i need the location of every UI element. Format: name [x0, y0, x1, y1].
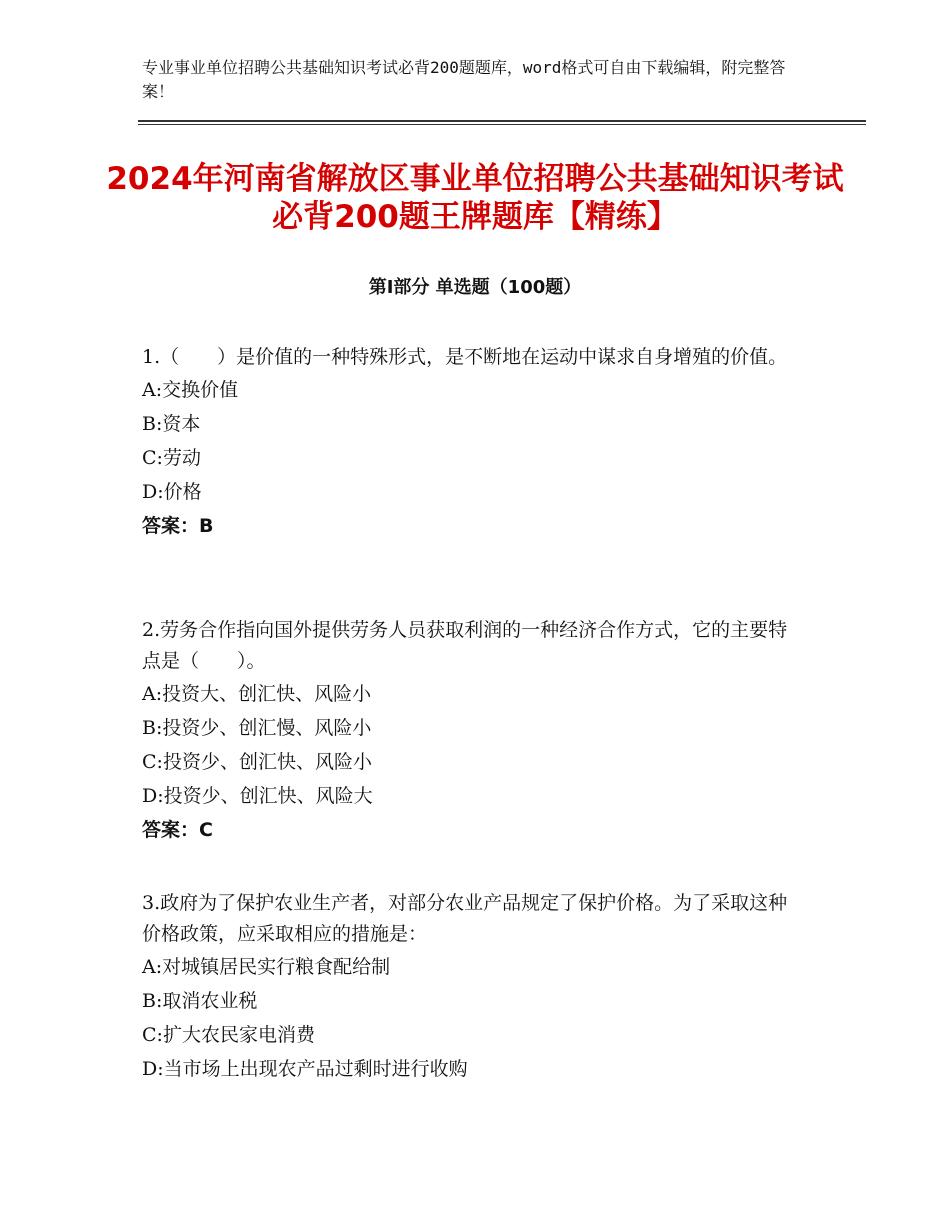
- question-2: [142, 615, 802, 847]
- option-a: A:对城镇居民实行粮食配给制: [142, 956, 391, 978]
- option-b: B:取消农业税: [142, 990, 258, 1012]
- option-a: A:投资大、创汇快、风险小: [142, 683, 372, 705]
- header-note: 专业事业单位招聘公共基础知识考试必背200题题库，word格式可自由下载编辑，附完整答案！: [142, 58, 786, 101]
- option-a: A:交换价值: [142, 379, 239, 401]
- question-stem: 3.政府为了保护农业生产者，对部分农业产品规定了保护价格。为了采取这种价格政策，应采取相应的措施是：: [142, 892, 788, 945]
- section-title: 第Ⅰ部分 单选题（100题）: [368, 277, 582, 298]
- document-title: 2024年河南省解放区事业单位招聘公共基础知识考试必背200题王牌题库【精练】: [106, 161, 844, 235]
- header-rule-thin: [138, 124, 866, 125]
- option-d: D:投资少、创汇快、风险大: [142, 785, 373, 807]
- option-c: C:扩大农民家电消费: [142, 1024, 315, 1046]
- answer: 答案：C: [142, 819, 213, 841]
- option-c: C:劳动: [142, 447, 201, 469]
- option-c: C:投资少、创汇快、风险小: [142, 751, 372, 773]
- option-d: D:当市场上出现农产品过剩时进行收购: [142, 1058, 468, 1080]
- question-3: [142, 888, 802, 1086]
- answer: 答案：B: [142, 515, 214, 537]
- option-b: B:资本: [142, 413, 201, 435]
- question-stem: 2.劳务合作指向国外提供劳务人员获取利润的一种经济合作方式，它的主要特点是（ ）。: [142, 619, 788, 672]
- option-b: B:投资少、创汇慢、风险小: [142, 717, 372, 739]
- option-d: D:价格: [142, 481, 202, 503]
- question-stem: 1.（ ）是价值的一种特殊形式，是不断地在运动中谋求自身增殖的价值。: [142, 346, 788, 368]
- header-rule-thick: [138, 120, 866, 122]
- question-1: [142, 342, 802, 543]
